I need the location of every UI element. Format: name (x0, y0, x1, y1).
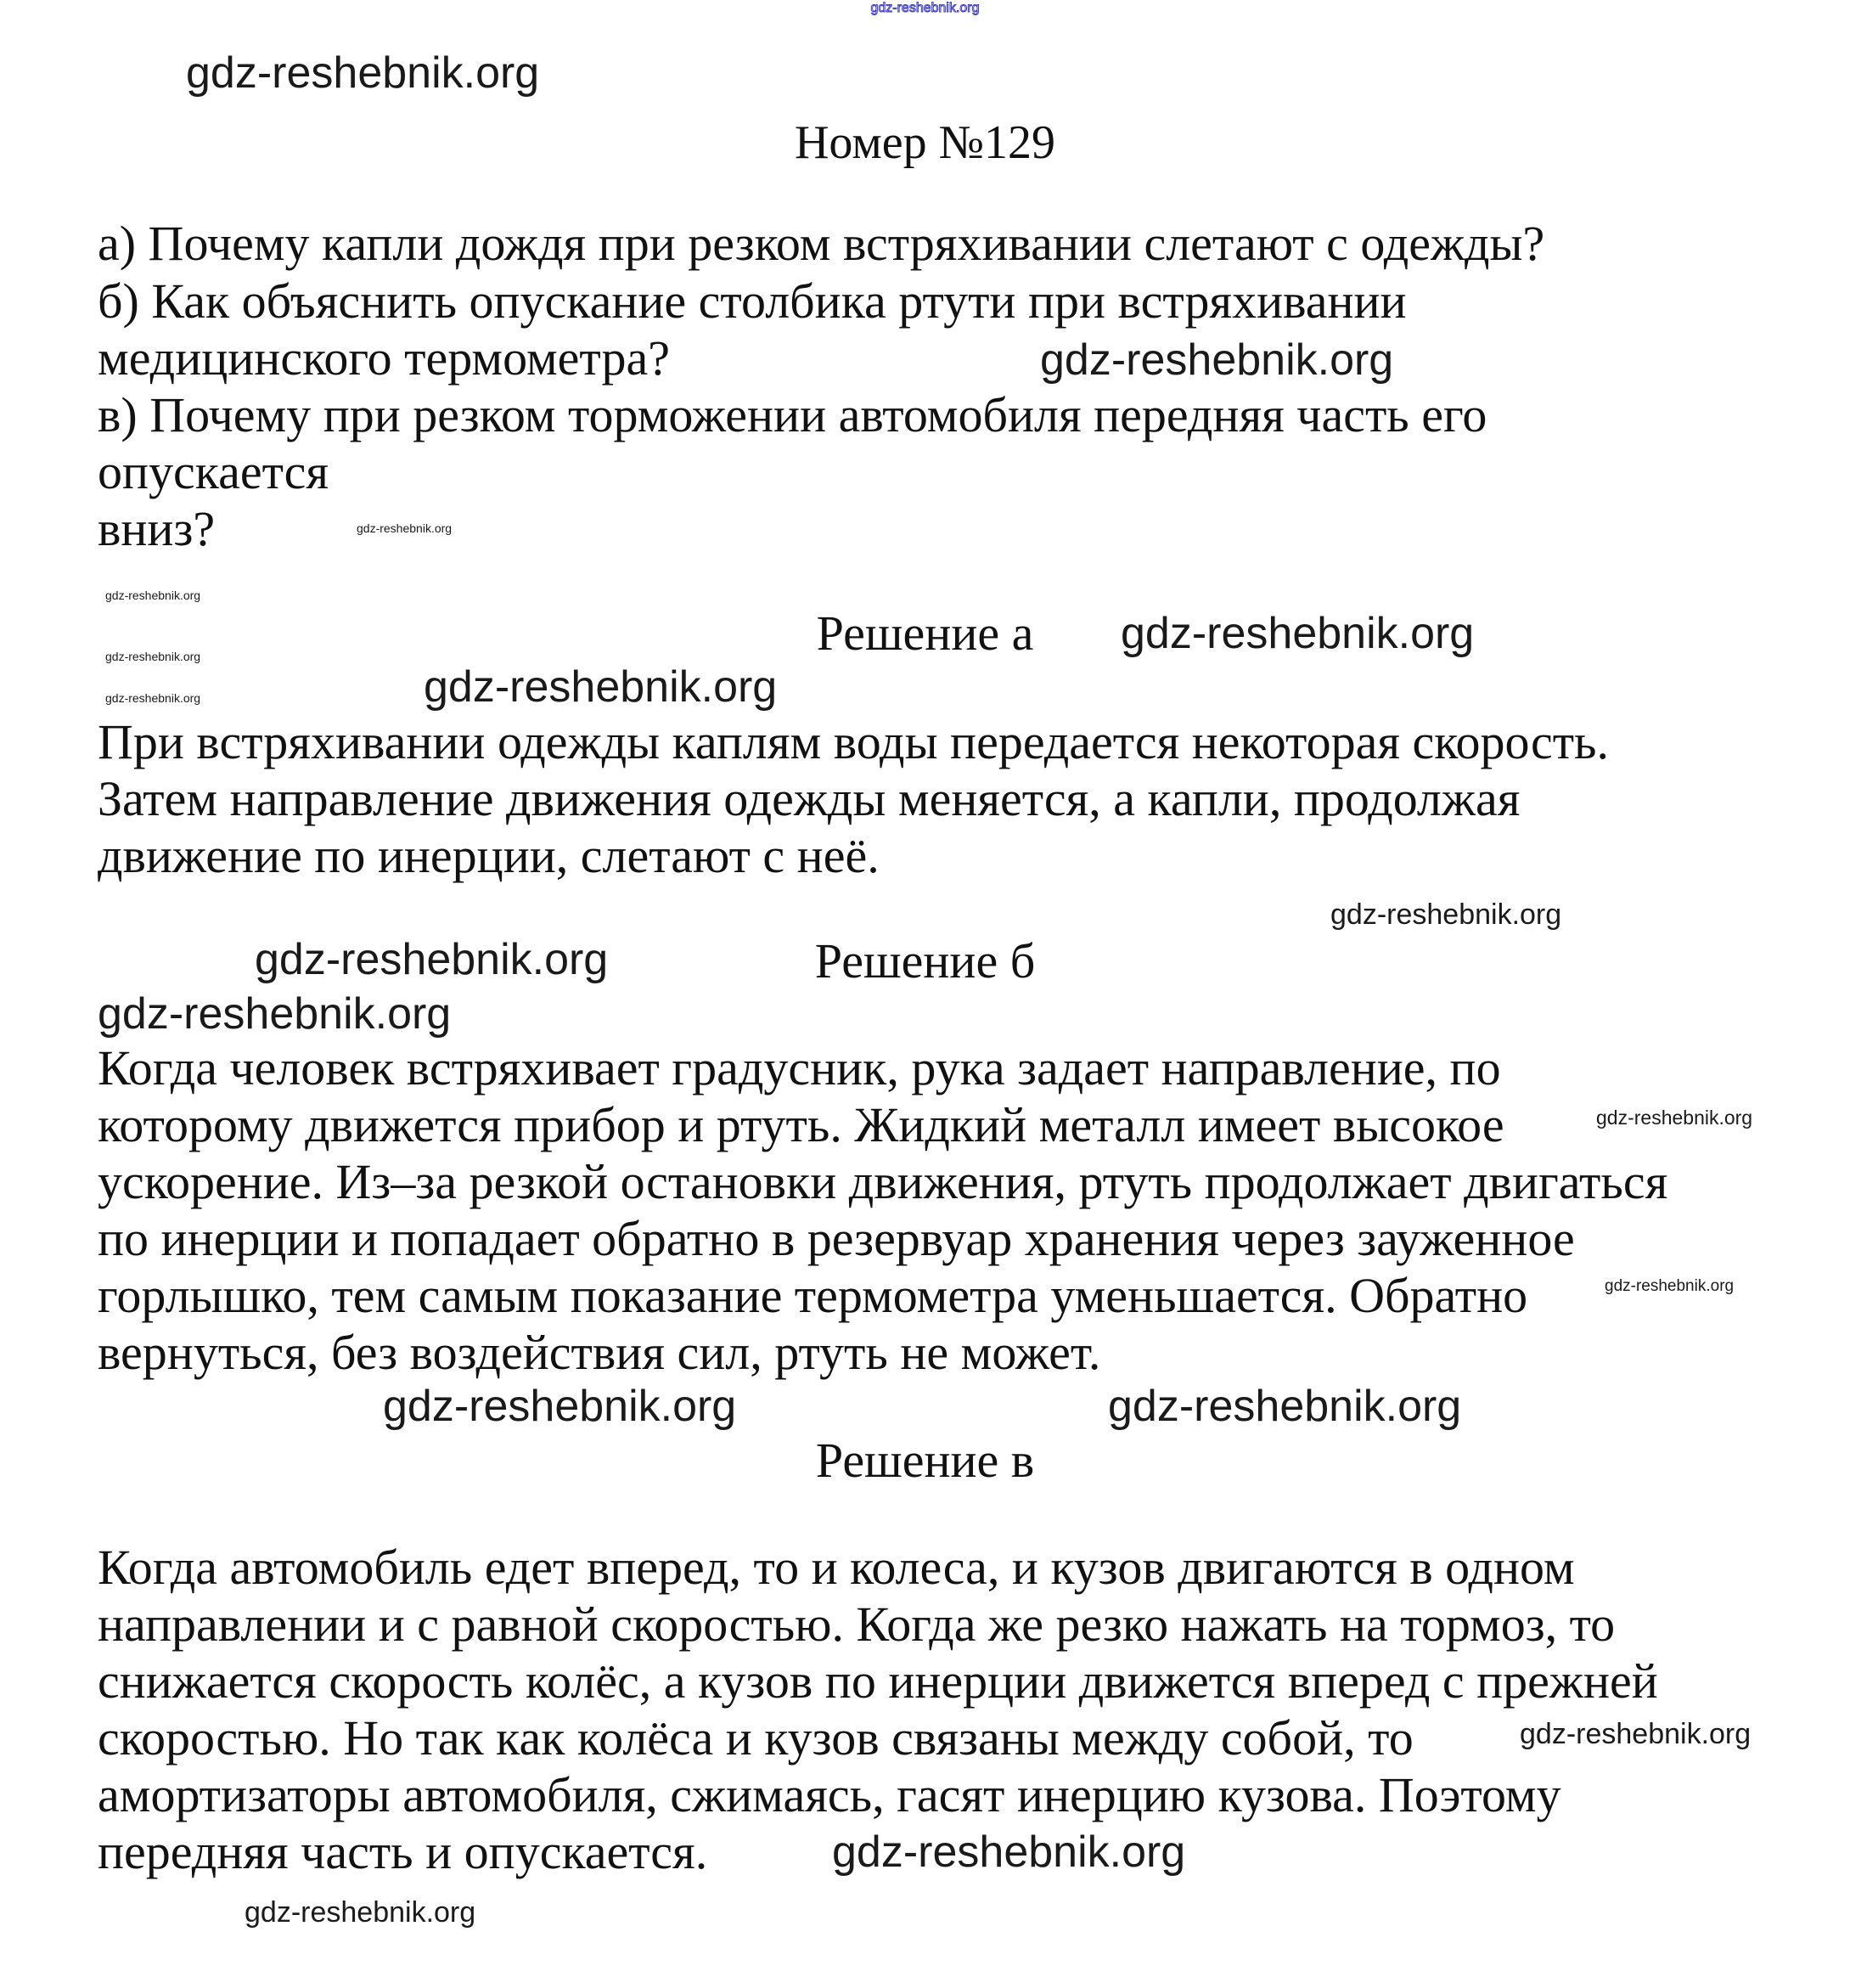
solution-line: скоростью. Но так как колёса и кузов связаны между собой, то (98, 1710, 1414, 1766)
watermark: gdz-reshebnik.org (1520, 1718, 1752, 1750)
question-line: а) Почему капли дождя при резком встряхивании слетают с одежды? (98, 216, 1545, 271)
watermark: gdz-reshebnik.org (1121, 609, 1475, 658)
watermark: gdz-reshebnik.org (105, 691, 201, 705)
solution-a-heading: Решение а (816, 605, 1034, 661)
solution-line: снижается скорость колёс, а кузов по инерции движется вперед с прежней (98, 1653, 1658, 1709)
watermark: gdz-reshebnik.org (1040, 335, 1394, 385)
page-title: Номер №129 (794, 116, 1056, 169)
question-line: медицинского термометра? (98, 330, 670, 386)
question-line: вниз? (98, 501, 216, 556)
question-line: опускается (98, 444, 329, 499)
solution-c-heading: Решение в (815, 1433, 1035, 1488)
watermark: gdz-reshebnik.org (424, 662, 778, 712)
solution-line: движение по инерции, слетают с неё. (98, 828, 880, 883)
solution-line: горлышко, тем самым показание термометра уменьшается. Обратно (98, 1268, 1528, 1323)
question-line: в) Почему при резком торможении автомобиля передняя часть его (98, 387, 1487, 442)
solution-line: вернуться, без воздействия сил, ртуть не может. (98, 1325, 1101, 1380)
watermark: gdz-reshebnik.org (105, 650, 201, 663)
solution-line: ускорение. Из–за резкой остановки движения, ртуть продолжает двигаться (98, 1154, 1668, 1209)
solution-line: Затем направление движения одежды меняется, а капли, продолжая (98, 771, 1521, 826)
top-watermark: gdz-reshebnik.org (870, 1, 980, 15)
solution-line: направлении и с равной скоростью. Когда же резко нажать на тормоз, то (98, 1597, 1616, 1652)
watermark: gdz-reshebnik.org (98, 989, 452, 1039)
watermark: gdz-reshebnik.org (832, 1827, 1186, 1877)
solution-line: Когда автомобиль едет вперед, то и колеса, и кузов двигаются в одном (98, 1540, 1575, 1595)
solution-line: которому движется прибор и ртуть. Жидкий металл имеет высокое (98, 1097, 1504, 1152)
solution-line: При встряхивании одежды каплям воды передается некоторая скорость. (98, 714, 1609, 769)
watermark: gdz-reshebnik.org (383, 1382, 737, 1431)
solution-line: Когда человек встряхивает градусник, рука задает направление, по (98, 1040, 1501, 1095)
solution-line: амортизаторы автомобиля, сжимаясь, гасят инерцию кузова. Поэтому (98, 1767, 1561, 1822)
watermark: gdz-reshebnik.org (1330, 898, 1562, 931)
watermark: gdz-reshebnik.org (1605, 1277, 1735, 1295)
watermark: gdz-reshebnik.org (255, 935, 609, 984)
watermark: gdz-reshebnik.org (357, 521, 453, 535)
watermark: gdz-reshebnik.org (186, 48, 540, 98)
watermark: gdz-reshebnik.org (1108, 1382, 1462, 1431)
solution-line: по инерции и попадает обратно в резервуар хранения через зауженное (98, 1211, 1575, 1266)
watermark: gdz-reshebnik.org (245, 1896, 476, 1929)
watermark: gdz-reshebnik.org (105, 589, 201, 602)
question-line: б) Как объяснить опускание столбика ртути при встряхивании (98, 273, 1407, 329)
solution-b-heading: Решение б (814, 933, 1036, 988)
solution-line: передняя часть и опускается. (98, 1824, 708, 1879)
watermark: gdz-reshebnik.org (1596, 1107, 1753, 1129)
